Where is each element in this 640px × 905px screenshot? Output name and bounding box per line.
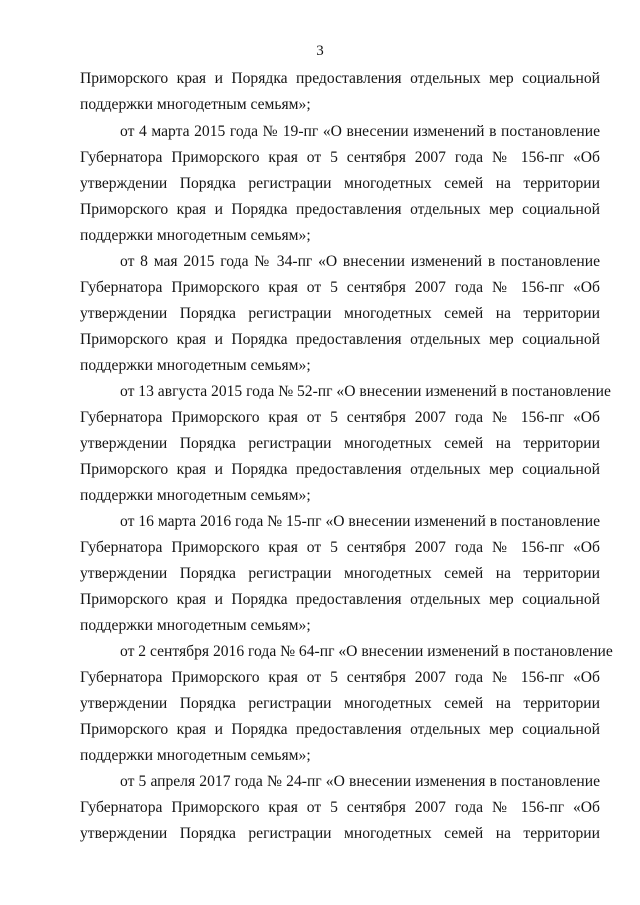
text-line: Губернатора Приморского края от 5 сентября 2007 года № 156-пг «Об bbox=[80, 409, 600, 426]
text-line: утверждении Порядка регистрации многодетных семей на территории bbox=[80, 435, 600, 452]
text-line: Приморского края и Порядка предоставления отдельных мер социальной bbox=[80, 591, 600, 608]
text-line: от 13 августа 2015 года № 52-пг «О внесении изменений в постановление bbox=[120, 383, 611, 400]
text-line: поддержки многодетным семьям»; bbox=[80, 747, 311, 764]
text-line: Губернатора Приморского края от 5 сентября 2007 года № 156-пг «Об bbox=[80, 799, 600, 816]
text-line: Приморского края и Порядка предоставления отдельных мер социальной bbox=[80, 331, 600, 348]
text-line: Приморского края и Порядка предоставления отдельных мер социальной bbox=[80, 70, 600, 87]
text-line: поддержки многодетным семьям»; bbox=[80, 617, 311, 634]
text-line: от 2 сентября 2016 года № 64-пг «О внесении изменений в постановление bbox=[120, 643, 613, 660]
text-line: Приморского края и Порядка предоставления отдельных мер социальной bbox=[80, 721, 600, 738]
page-number: 3 bbox=[316, 43, 324, 59]
text-line: утверждении Порядка регистрации многодетных семей на территории bbox=[80, 695, 600, 712]
text-line: Губернатора Приморского края от 5 сентября 2007 года № 156-пг «Об bbox=[80, 279, 600, 296]
text-line: от 4 марта 2015 года № 19-пг «О внесении изменений в постановление bbox=[120, 123, 600, 140]
text-line: от 16 марта 2016 года № 15-пг «О внесении изменений в постановление bbox=[120, 513, 600, 530]
text-line: Приморского края и Порядка предоставления отдельных мер социальной bbox=[80, 201, 600, 218]
text-line: утверждении Порядка регистрации многодетных семей на территории bbox=[80, 825, 600, 842]
text-line: от 8 мая 2015 года № 34-пг «О внесении изменений в постановление bbox=[120, 253, 600, 270]
text-line: поддержки многодетным семьям»; bbox=[80, 96, 311, 113]
text-line: от 5 апреля 2017 года № 24-пг «О внесении изменения в постановление bbox=[120, 773, 600, 790]
text-line: утверждении Порядка регистрации многодетных семей на территории bbox=[80, 305, 600, 322]
text-line: Губернатора Приморского края от 5 сентября 2007 года № 156-пг «Об bbox=[80, 669, 600, 686]
text-line: поддержки многодетным семьям»; bbox=[80, 357, 311, 374]
text-line: Приморского края и Порядка предоставления отдельных мер социальной bbox=[80, 461, 600, 478]
text-line: поддержки многодетным семьям»; bbox=[80, 487, 311, 504]
text-line: Губернатора Приморского края от 5 сентября 2007 года № 156-пг «Об bbox=[80, 149, 600, 166]
text-line: поддержки многодетным семьям»; bbox=[80, 227, 311, 244]
text-line: утверждении Порядка регистрации многодетных семей на территории bbox=[80, 565, 600, 582]
text-line: утверждении Порядка регистрации многодетных семей на территории bbox=[80, 175, 600, 192]
text-line: Губернатора Приморского края от 5 сентября 2007 года № 156-пг «Об bbox=[80, 539, 600, 556]
